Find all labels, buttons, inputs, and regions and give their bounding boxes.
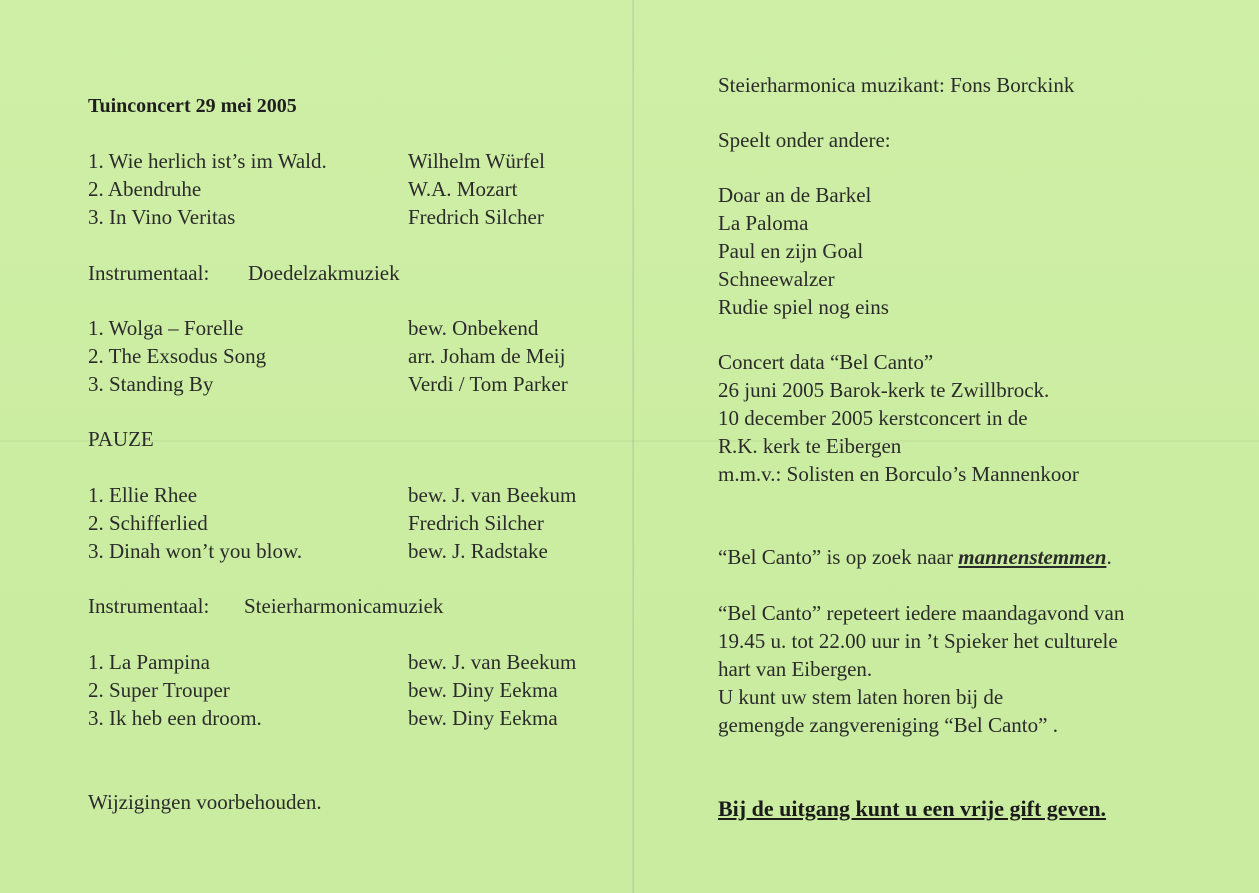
program-item: 3. In Vino Veritas bbox=[88, 205, 236, 229]
disclaimer: Wijzigingen voorbehouden. bbox=[88, 790, 322, 814]
program-item: 3. Dinah won’t you blow. bbox=[88, 539, 303, 563]
program-item: 1. Wie herlich ist’s im Wald. bbox=[88, 149, 327, 173]
instrumental-label: Instrumentaal: bbox=[88, 594, 210, 618]
pause-heading: PAUZE bbox=[88, 427, 154, 451]
plays-intro: Speelt onder andere: bbox=[718, 128, 891, 152]
program-item: 2. The Exsodus Song bbox=[88, 344, 267, 368]
instrumental-value: Steierharmonicamuziek bbox=[244, 594, 444, 618]
program-composer: bew. Onbekend bbox=[408, 316, 539, 340]
program-item: 2. Abendruhe bbox=[88, 177, 202, 201]
song-item: La Paloma bbox=[718, 211, 809, 235]
program-composer: Fredrich Silcher bbox=[408, 511, 544, 535]
center-fold bbox=[632, 0, 635, 893]
program-composer: arr. Joham de Meij bbox=[408, 344, 566, 368]
program-item: 1. Ellie Rhee bbox=[88, 483, 198, 507]
recruit-emphasis: mannenstemmen bbox=[958, 545, 1107, 569]
program-item: 2. Super Trouper bbox=[88, 678, 230, 702]
program-composer: bew. J. Radstake bbox=[408, 539, 548, 563]
instrumental-label: Instrumentaal: bbox=[88, 261, 210, 285]
concert-title: Tuinconcert 29 mei 2005 bbox=[88, 95, 297, 117]
recruit-line bbox=[718, 543, 1112, 571]
program-composer: bew. Diny Eekma bbox=[408, 678, 558, 702]
concert-line: Concert data “Bel Canto” bbox=[718, 350, 934, 374]
rehearsal-line: “Bel Canto” repeteert iedere maandagavond van bbox=[718, 601, 1125, 625]
program-composer: bew. J. van Beekum bbox=[408, 483, 577, 507]
recruit-suffix: . bbox=[1106, 545, 1112, 569]
program-composer: Fredrich Silcher bbox=[408, 205, 544, 229]
concert-line: 26 juni 2005 Barok-kerk te Zwillbrock. bbox=[718, 378, 1050, 402]
program-item: 1. Wolga – Forelle bbox=[88, 316, 244, 340]
program-item: 2. Schifferlied bbox=[88, 511, 208, 535]
program-composer: bew. Diny Eekma bbox=[408, 706, 558, 730]
song-item: Doar an de Barkel bbox=[718, 183, 872, 207]
left-page bbox=[88, 0, 618, 893]
program-item: 3. Standing By bbox=[88, 372, 214, 396]
program-composer: bew. J. van Beekum bbox=[408, 650, 577, 674]
rehearsal-line: hart van Eibergen. bbox=[718, 657, 873, 681]
rehearsal-line: U kunt uw stem laten horen bij de bbox=[718, 685, 1004, 709]
rehearsal-line: gemengde zangvereniging “Bel Canto” . bbox=[718, 713, 1058, 737]
recruit-prefix: “Bel Canto” is op zoek naar bbox=[718, 545, 959, 569]
concert-line: 10 december 2005 kerstconcert in de bbox=[718, 406, 1028, 430]
program-composer: Verdi / Tom Parker bbox=[408, 372, 568, 396]
gift-notice: Bij de uitgang kunt u een vrije gift geven. bbox=[718, 796, 1107, 821]
song-item: Schneewalzer bbox=[718, 267, 835, 291]
rehearsal-line: 19.45 u. tot 22.00 uur in ’t Spieker het culturele bbox=[718, 629, 1118, 653]
program-composer: W.A. Mozart bbox=[408, 177, 518, 201]
program-item: 3. Ik heb een droom. bbox=[88, 706, 262, 730]
song-item: Rudie spiel nog eins bbox=[718, 295, 889, 319]
program-composer: Wilhelm Würfel bbox=[408, 149, 545, 173]
song-item: Paul en zijn Goal bbox=[718, 239, 864, 263]
concert-line: m.m.v.: Solisten en Borculo’s Mannenkoor bbox=[718, 462, 1079, 486]
program-item: 1. La Pampina bbox=[88, 650, 210, 674]
musician-line: Steierharmonica muzikant: Fons Borckink bbox=[718, 73, 1075, 97]
instrumental-value: Doedelzakmuziek bbox=[248, 261, 400, 285]
right-page bbox=[718, 0, 1238, 893]
concert-line: R.K. kerk te Eibergen bbox=[718, 434, 902, 458]
